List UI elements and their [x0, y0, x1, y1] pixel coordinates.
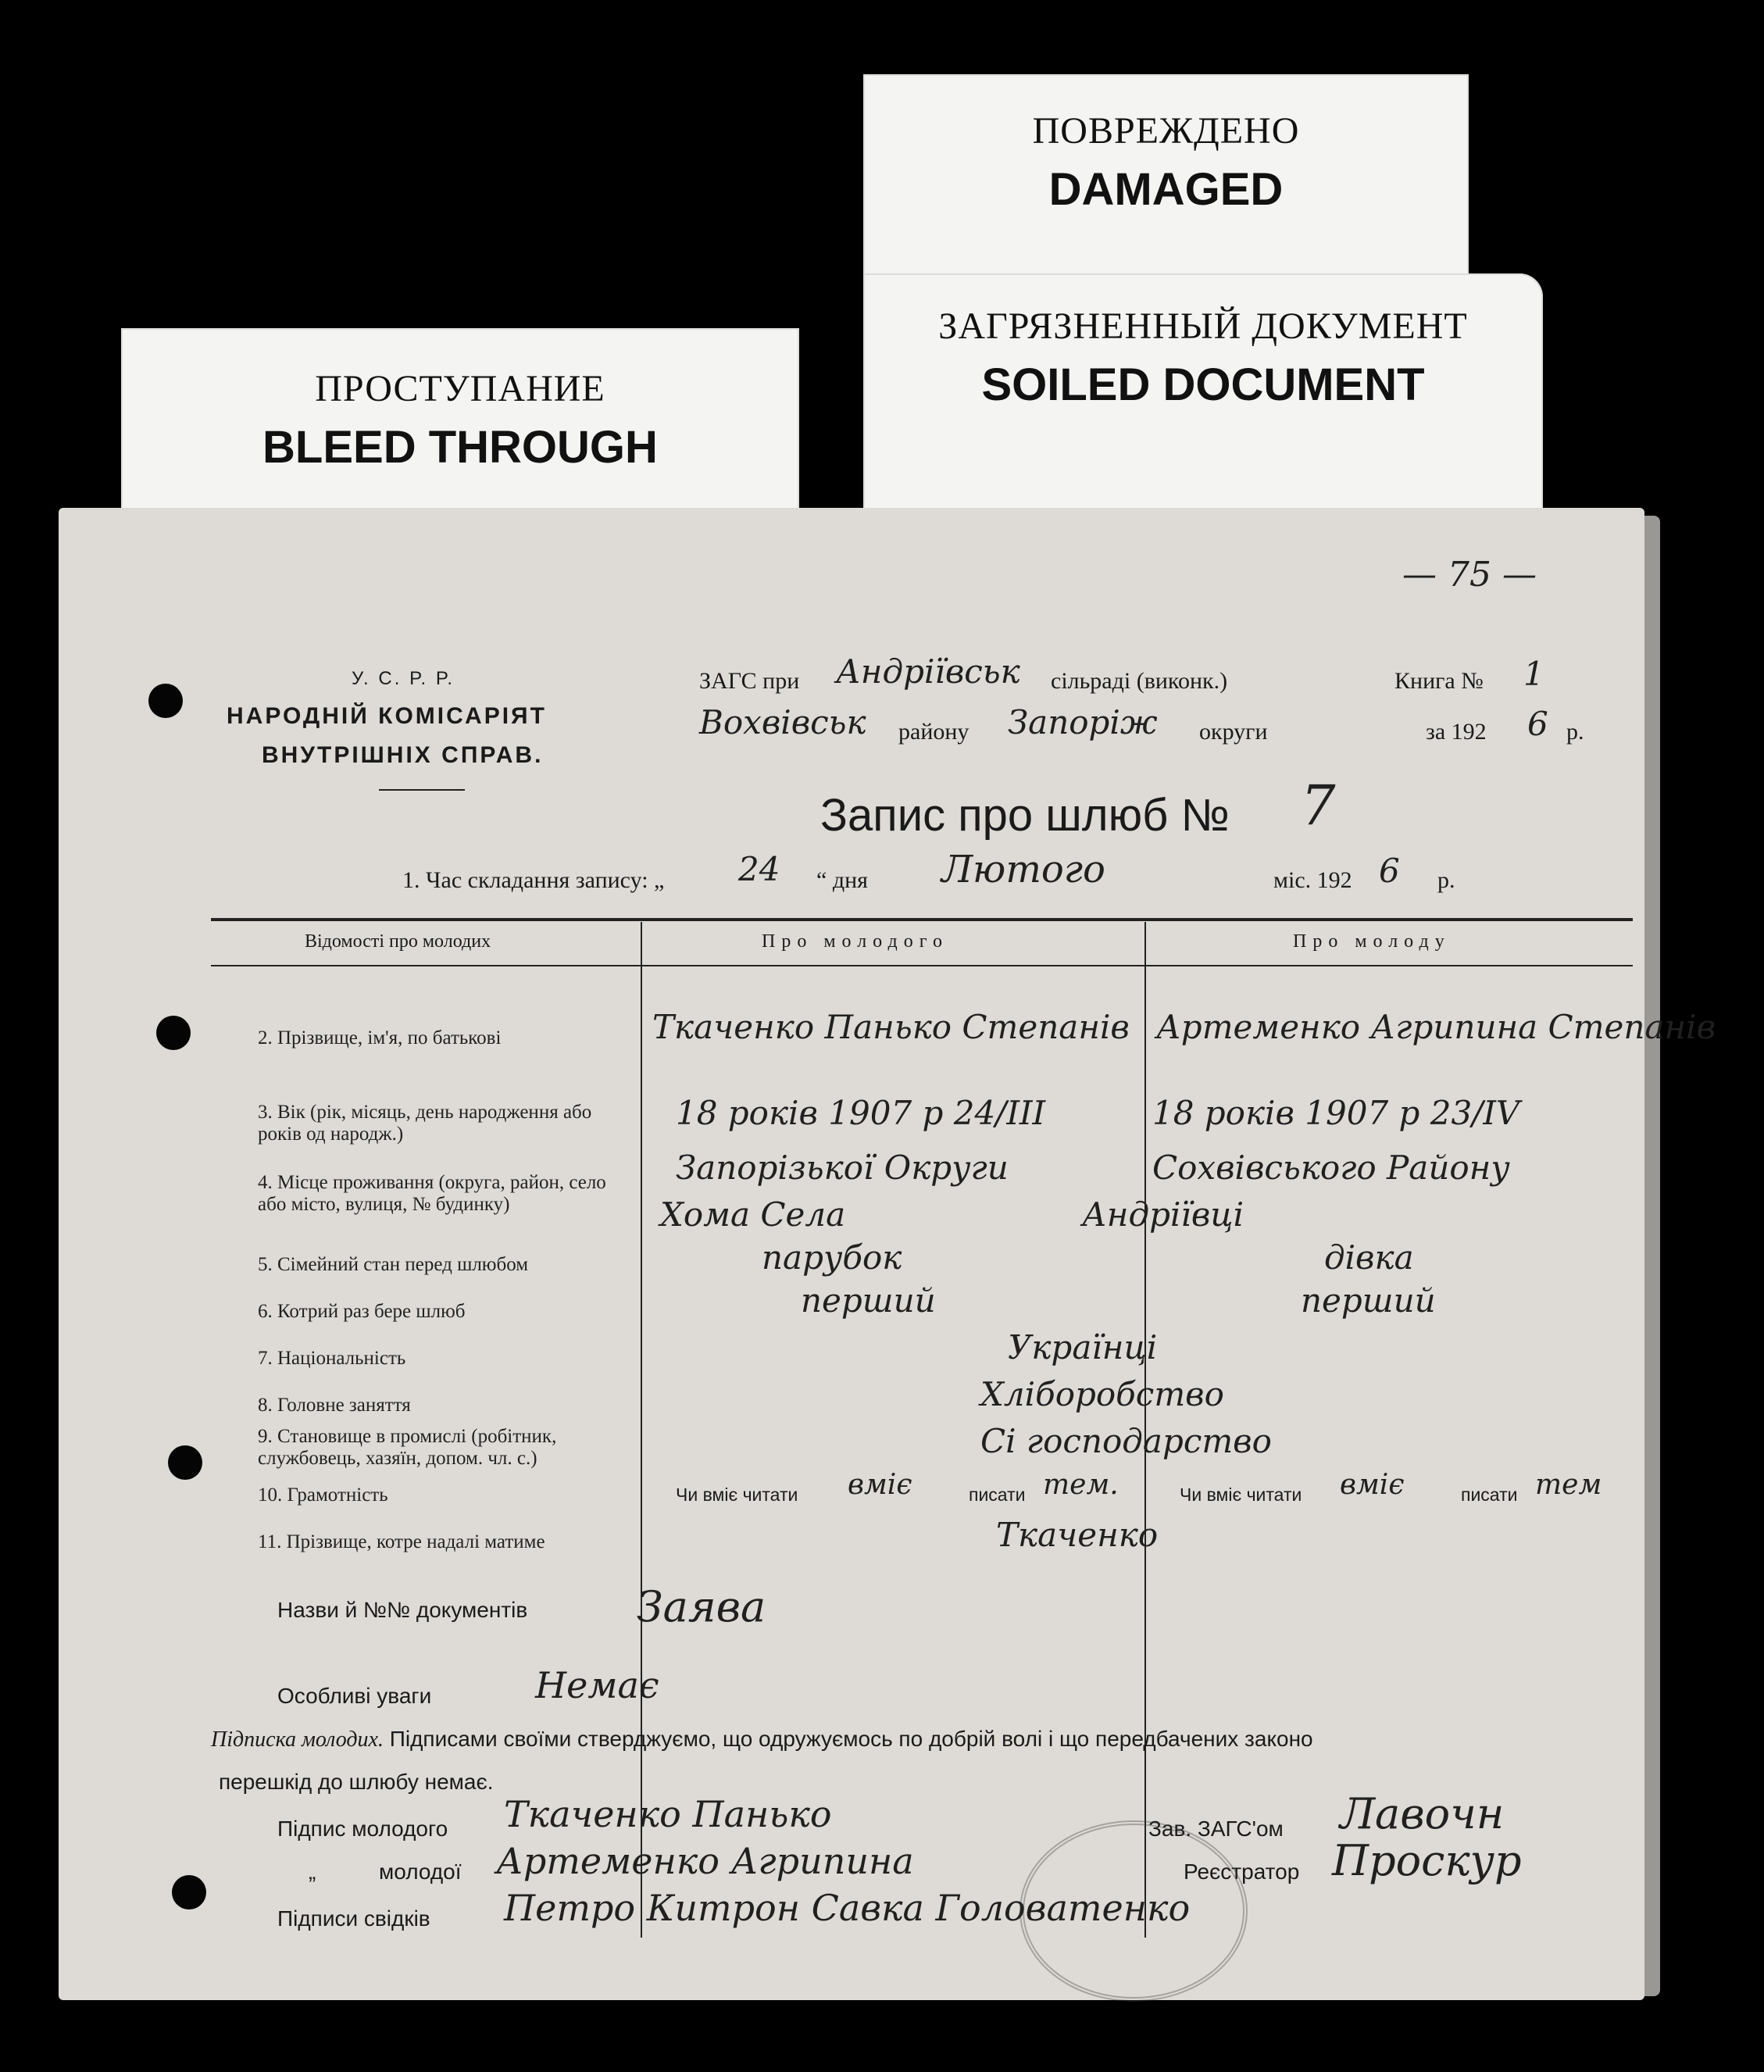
book-label: Книга № — [1394, 668, 1484, 694]
groom-residence-village: Хома Села — [660, 1195, 846, 1234]
raion-label: району — [898, 719, 969, 745]
bleed-label-ru: ПРОСТУПАНИЕ — [315, 368, 605, 409]
groom-can-read: вміє — [848, 1469, 912, 1501]
bride-can-write: тем — [1535, 1469, 1602, 1501]
bride-signature: Артеменко Агрипина — [496, 1840, 914, 1882]
row-label-future-surname: 11. Прізвище, котре надалі матиме — [258, 1531, 545, 1552]
column-header-bride: Про молоду — [1293, 931, 1451, 952]
bride-read-label: Чи вміє читати — [1180, 1484, 1302, 1505]
year-suffix: р. — [1566, 719, 1584, 745]
damaged-label-en: DAMAGED — [1048, 164, 1284, 215]
future-surname-value: Ткаченко — [996, 1516, 1159, 1554]
selrada-value: Андріївськ — [836, 652, 1020, 691]
declaration-text: Підписами своїми стверджуємо, що одружуємось по добрій волі і що передбачених законо — [389, 1727, 1313, 1751]
date-line-day-suffix: “ дня — [816, 867, 868, 893]
bride-name: Артеменко Агрипина Степанів — [1156, 1008, 1716, 1046]
internal-affairs-heading: ВНУТРІШНІХ СПРАВ. — [262, 742, 544, 768]
record-month: Лютого — [941, 848, 1105, 891]
groom-signature: Ткаченко Панько — [504, 1793, 832, 1835]
bride-marriage-count: перший — [1301, 1281, 1436, 1320]
okrug-label: округи — [1199, 719, 1268, 745]
declaration-line — [211, 1727, 1313, 1752]
page-title: Запис про шлюб № — [820, 790, 1230, 841]
row-label-name: 2. Прізвище, ім'я, по батькові — [258, 1027, 502, 1049]
bride-signature-label: молодої — [379, 1859, 462, 1884]
year-prefix: за 192 — [1426, 719, 1487, 745]
row-label-industry-position: 9. Становище в промислі (робітник, службовець, хазяїн, допом. чл. с.) — [258, 1426, 557, 1469]
groom-can-write: тем. — [1043, 1469, 1119, 1501]
remarks-value: Немає — [535, 1664, 659, 1706]
bride-residence-raion: Сохвівського Району — [1152, 1149, 1510, 1187]
okrug-value: Запоріж — [1008, 703, 1158, 741]
occupation-value: Хліборобство — [980, 1375, 1224, 1413]
groom-marriage-count: перший — [801, 1281, 936, 1320]
groom-age: 18 років 1907 р 24/III — [676, 1094, 1046, 1132]
soiled-label-en: SOILED DOCUMENT — [981, 359, 1425, 410]
official-stamp — [1019, 1820, 1248, 2002]
year-value: 6 — [1527, 705, 1548, 743]
binder-hole — [148, 684, 183, 718]
nationality-value: Українці — [1008, 1328, 1158, 1366]
groom-signature-label: Підпис молодого — [277, 1817, 448, 1841]
declaration-heading: Підписка молодих. — [211, 1727, 384, 1752]
zags-prefix: ЗАГС при — [699, 668, 800, 694]
zags-head-signature: Лавочн — [1340, 1789, 1505, 1838]
registrar-label: Реєстратор — [1184, 1859, 1300, 1884]
column-header-groom: Про молодого — [762, 931, 948, 952]
remarks-label: Особливі уваги — [277, 1684, 432, 1708]
raion-value: Вохвівськ — [699, 703, 866, 741]
declaration-text-2: перешкід до шлюбу немає. — [219, 1770, 494, 1794]
row-label-occupation: 8. Головне заняття — [258, 1395, 411, 1416]
binder-hole — [172, 1875, 206, 1909]
damaged-label — [863, 74, 1469, 277]
zags-head-label: Зав. ЗАГС'ом — [1148, 1817, 1284, 1841]
row-label-nationality: 7. Національність — [258, 1348, 406, 1369]
selrada-suffix: сільраді (виконк.) — [1051, 668, 1228, 694]
bride-residence-village: Андріївці — [1082, 1195, 1244, 1234]
groom-residence-okrug: Запорізької Округи — [676, 1149, 1009, 1187]
column-header-info: Відомості про молодих — [305, 931, 491, 952]
damaged-label-ru: ПОВРЕЖДЕНО — [1032, 110, 1300, 152]
date-line-year-suffix: р. — [1437, 867, 1455, 893]
table-header-rule — [211, 965, 1633, 966]
header-underline — [379, 789, 465, 791]
bride-write-label: писати — [1461, 1484, 1518, 1505]
industry-position-value: Сі господарство — [980, 1422, 1272, 1460]
bride-age: 18 років 1907 р 23/IV — [1152, 1094, 1520, 1132]
groom-name: Ткаченко Панько Степанів — [652, 1008, 1130, 1046]
bride-signature-prefix: „ — [309, 1859, 316, 1884]
book-number: 1 — [1523, 655, 1544, 693]
soiled-document-label — [863, 273, 1543, 531]
date-line-month-suffix: міс. 192 — [1273, 867, 1352, 893]
bride-marital-status: дівка — [1324, 1238, 1414, 1277]
page-number: — 75 — — [1402, 555, 1537, 595]
date-line-prefix: 1. Час складання запису: „ — [402, 867, 665, 893]
row-label-literacy: 10. Грамотність — [258, 1484, 388, 1506]
groom-write-label: писати — [969, 1484, 1026, 1505]
record-day: 24 — [738, 850, 780, 888]
row-label-marital-status: 5. Сімейний стан перед шлюбом — [258, 1254, 529, 1275]
commissariat-heading: НАРОДНІЙ КОМІСАРІЯТ — [227, 703, 547, 729]
record-number: 7 — [1301, 773, 1336, 838]
binder-hole — [168, 1445, 202, 1480]
bride-can-read: вміє — [1340, 1469, 1405, 1501]
witness-signatures: Петро Китрон Савка Головатенко — [504, 1887, 1191, 1929]
documents-value: Заява — [637, 1582, 766, 1631]
documents-label: Назви й №№ документів — [277, 1598, 528, 1622]
soiled-label-ru: ЗАГРЯЗНЕННЫЙ ДОКУМЕНТ — [938, 305, 1468, 347]
binder-hole — [156, 1016, 191, 1050]
row-label-residence: 4. Місце проживання (округа, район, село або місто, вулиця, № будинку) — [258, 1172, 606, 1215]
record-year: 6 — [1379, 852, 1400, 890]
witness-signature-label: Підписи свідків — [277, 1906, 430, 1931]
row-label-marriage-count: 6. Котрий раз бере шлюб — [258, 1301, 466, 1322]
marriage-record-page — [59, 508, 1716, 2000]
registrar-signature: Проскур — [1332, 1836, 1522, 1885]
groom-marital-status: парубок — [762, 1238, 902, 1277]
groom-read-label: Чи вміє читати — [676, 1484, 798, 1505]
table-top-rule — [211, 918, 1633, 921]
bleed-label-en: BLEED THROUGH — [262, 422, 658, 473]
ussr-heading: У. С. Р. Р. — [352, 668, 455, 689]
row-label-age: 3. Вік (рік, місяць, день народження або років од народж.) — [258, 1102, 592, 1145]
column-divider — [641, 922, 642, 1938]
